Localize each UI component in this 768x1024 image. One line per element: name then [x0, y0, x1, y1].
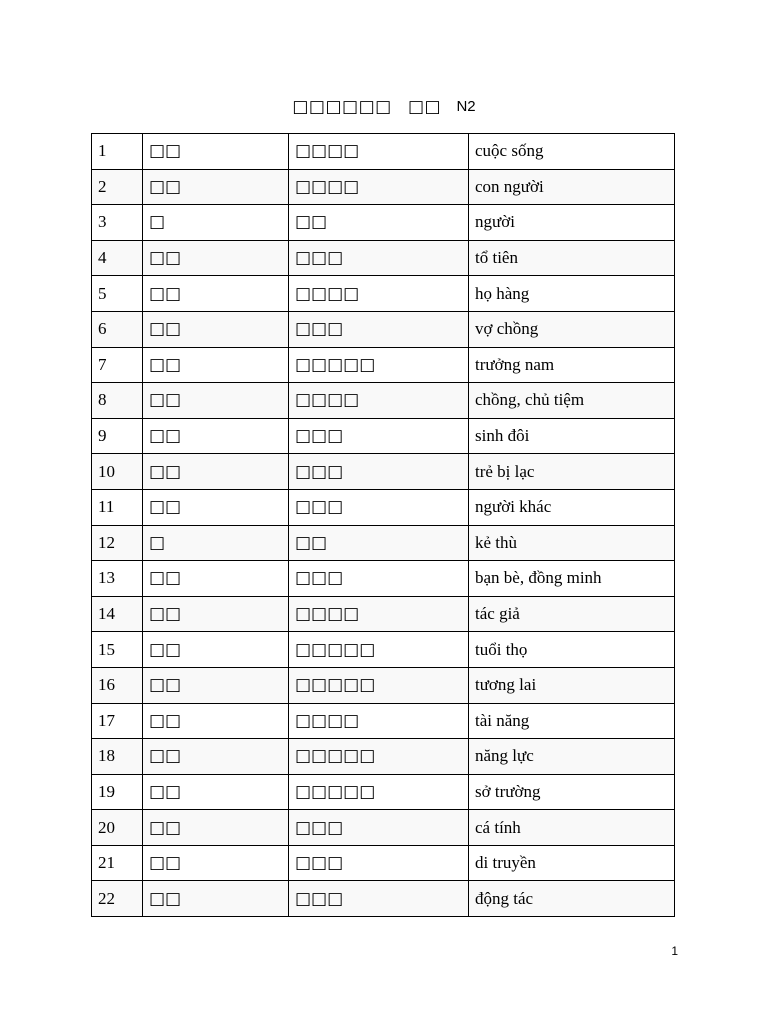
row-meaning: cá tính: [469, 810, 675, 846]
row-kanji: □□: [143, 667, 289, 703]
table-row: [92, 774, 675, 810]
row-number: 5: [92, 276, 143, 312]
row-number: 18: [92, 739, 143, 775]
vocabulary-table: [91, 133, 675, 917]
table-row: [92, 632, 675, 668]
row-kanji: □□: [143, 169, 289, 205]
row-meaning: sở trường: [469, 774, 675, 810]
row-kanji: □□: [143, 489, 289, 525]
row-kana: □□□: [289, 489, 469, 525]
row-number: 15: [92, 632, 143, 668]
row-number: 11: [92, 489, 143, 525]
row-number: 17: [92, 703, 143, 739]
row-kana: □□□: [289, 454, 469, 490]
table-row: [92, 383, 675, 419]
row-kana: □□□□□: [289, 774, 469, 810]
row-kanji: □□: [143, 347, 289, 383]
row-kana: □□□□: [289, 703, 469, 739]
row-kanji: □□: [143, 739, 289, 775]
row-number: 22: [92, 881, 143, 917]
row-meaning: người: [469, 205, 675, 241]
row-meaning: họ hàng: [469, 276, 675, 312]
row-number: 9: [92, 418, 143, 454]
row-kana: □□□□: [289, 169, 469, 205]
row-kanji: □□: [143, 418, 289, 454]
table-row: [92, 240, 675, 276]
table-row: [92, 311, 675, 347]
row-meaning: người khác: [469, 489, 675, 525]
row-number: 10: [92, 454, 143, 490]
title-japanese-suffix: □□: [407, 97, 442, 117]
row-kanji: □□: [143, 383, 289, 419]
row-meaning: sinh đôi: [469, 418, 675, 454]
row-kanji: □□: [143, 632, 289, 668]
row-meaning: tương lai: [469, 667, 675, 703]
row-number: 14: [92, 596, 143, 632]
table-row: [92, 525, 675, 561]
row-meaning: chồng, chủ tiệm: [469, 383, 675, 419]
row-kanji: □: [143, 525, 289, 561]
row-number: 20: [92, 810, 143, 846]
row-kana: □□: [289, 525, 469, 561]
row-meaning: cuộc sống: [469, 134, 675, 170]
row-kanji: □□: [143, 276, 289, 312]
row-meaning: con người: [469, 169, 675, 205]
table-row: [92, 276, 675, 312]
row-meaning: động tác: [469, 881, 675, 917]
table-row: [92, 454, 675, 490]
row-kana: □□□□: [289, 134, 469, 170]
row-kana: □□□: [289, 810, 469, 846]
table-row: [92, 169, 675, 205]
table-row: [92, 347, 675, 383]
row-kana: □□□: [289, 240, 469, 276]
row-kanji: □□: [143, 845, 289, 881]
row-kanji: □: [143, 205, 289, 241]
row-meaning: vợ chồng: [469, 311, 675, 347]
table-row: [92, 810, 675, 846]
row-meaning: bạn bè, đồng minh: [469, 561, 675, 597]
title-level: N2: [456, 98, 476, 115]
row-kana: □□□□: [289, 276, 469, 312]
row-meaning: tuổi thọ: [469, 632, 675, 668]
row-kana: □□□□□: [289, 632, 469, 668]
table-row: [92, 596, 675, 632]
row-kanji: □□: [143, 774, 289, 810]
table-row: [92, 667, 675, 703]
row-meaning: kẻ thù: [469, 525, 675, 561]
row-kana: □□□□□: [289, 739, 469, 775]
row-number: 6: [92, 311, 143, 347]
row-number: 7: [92, 347, 143, 383]
row-meaning: trẻ bị lạc: [469, 454, 675, 490]
title-japanese: □□□□□□: [292, 97, 392, 117]
row-number: 2: [92, 169, 143, 205]
row-kana: □□: [289, 205, 469, 241]
row-kana: □□□: [289, 418, 469, 454]
row-number: 13: [92, 561, 143, 597]
row-number: 21: [92, 845, 143, 881]
row-kanji: □□: [143, 596, 289, 632]
table-row: [92, 561, 675, 597]
vocabulary-table-body: [92, 134, 675, 917]
page-number: 1: [671, 944, 678, 958]
row-meaning: trưởng nam: [469, 347, 675, 383]
row-kanji: □□: [143, 134, 289, 170]
row-kana: □□□□□: [289, 667, 469, 703]
row-kanji: □□: [143, 881, 289, 917]
row-meaning: tác giả: [469, 596, 675, 632]
table-row: [92, 703, 675, 739]
row-number: 3: [92, 205, 143, 241]
row-meaning: năng lực: [469, 739, 675, 775]
row-number: 19: [92, 774, 143, 810]
row-kanji: □□: [143, 561, 289, 597]
table-row: [92, 418, 675, 454]
row-number: 12: [92, 525, 143, 561]
document-title: [0, 96, 768, 118]
row-meaning: tài năng: [469, 703, 675, 739]
row-kanji: □□: [143, 240, 289, 276]
row-number: 16: [92, 667, 143, 703]
row-kanji: □□: [143, 810, 289, 846]
table-row: [92, 739, 675, 775]
row-meaning: tổ tiên: [469, 240, 675, 276]
table-row: [92, 489, 675, 525]
row-kanji: □□: [143, 454, 289, 490]
table-row: [92, 205, 675, 241]
row-kana: □□□□□: [289, 347, 469, 383]
table-row: [92, 134, 675, 170]
row-kanji: □□: [143, 703, 289, 739]
row-kana: □□□: [289, 881, 469, 917]
row-number: 8: [92, 383, 143, 419]
row-kana: □□□□: [289, 383, 469, 419]
row-kana: □□□: [289, 311, 469, 347]
row-kana: □□□: [289, 845, 469, 881]
table-row: [92, 881, 675, 917]
row-kanji: □□: [143, 311, 289, 347]
row-number: 4: [92, 240, 143, 276]
row-kana: □□□□: [289, 596, 469, 632]
row-kana: □□□: [289, 561, 469, 597]
row-number: 1: [92, 134, 143, 170]
row-meaning: di truyền: [469, 845, 675, 881]
table-row: [92, 845, 675, 881]
